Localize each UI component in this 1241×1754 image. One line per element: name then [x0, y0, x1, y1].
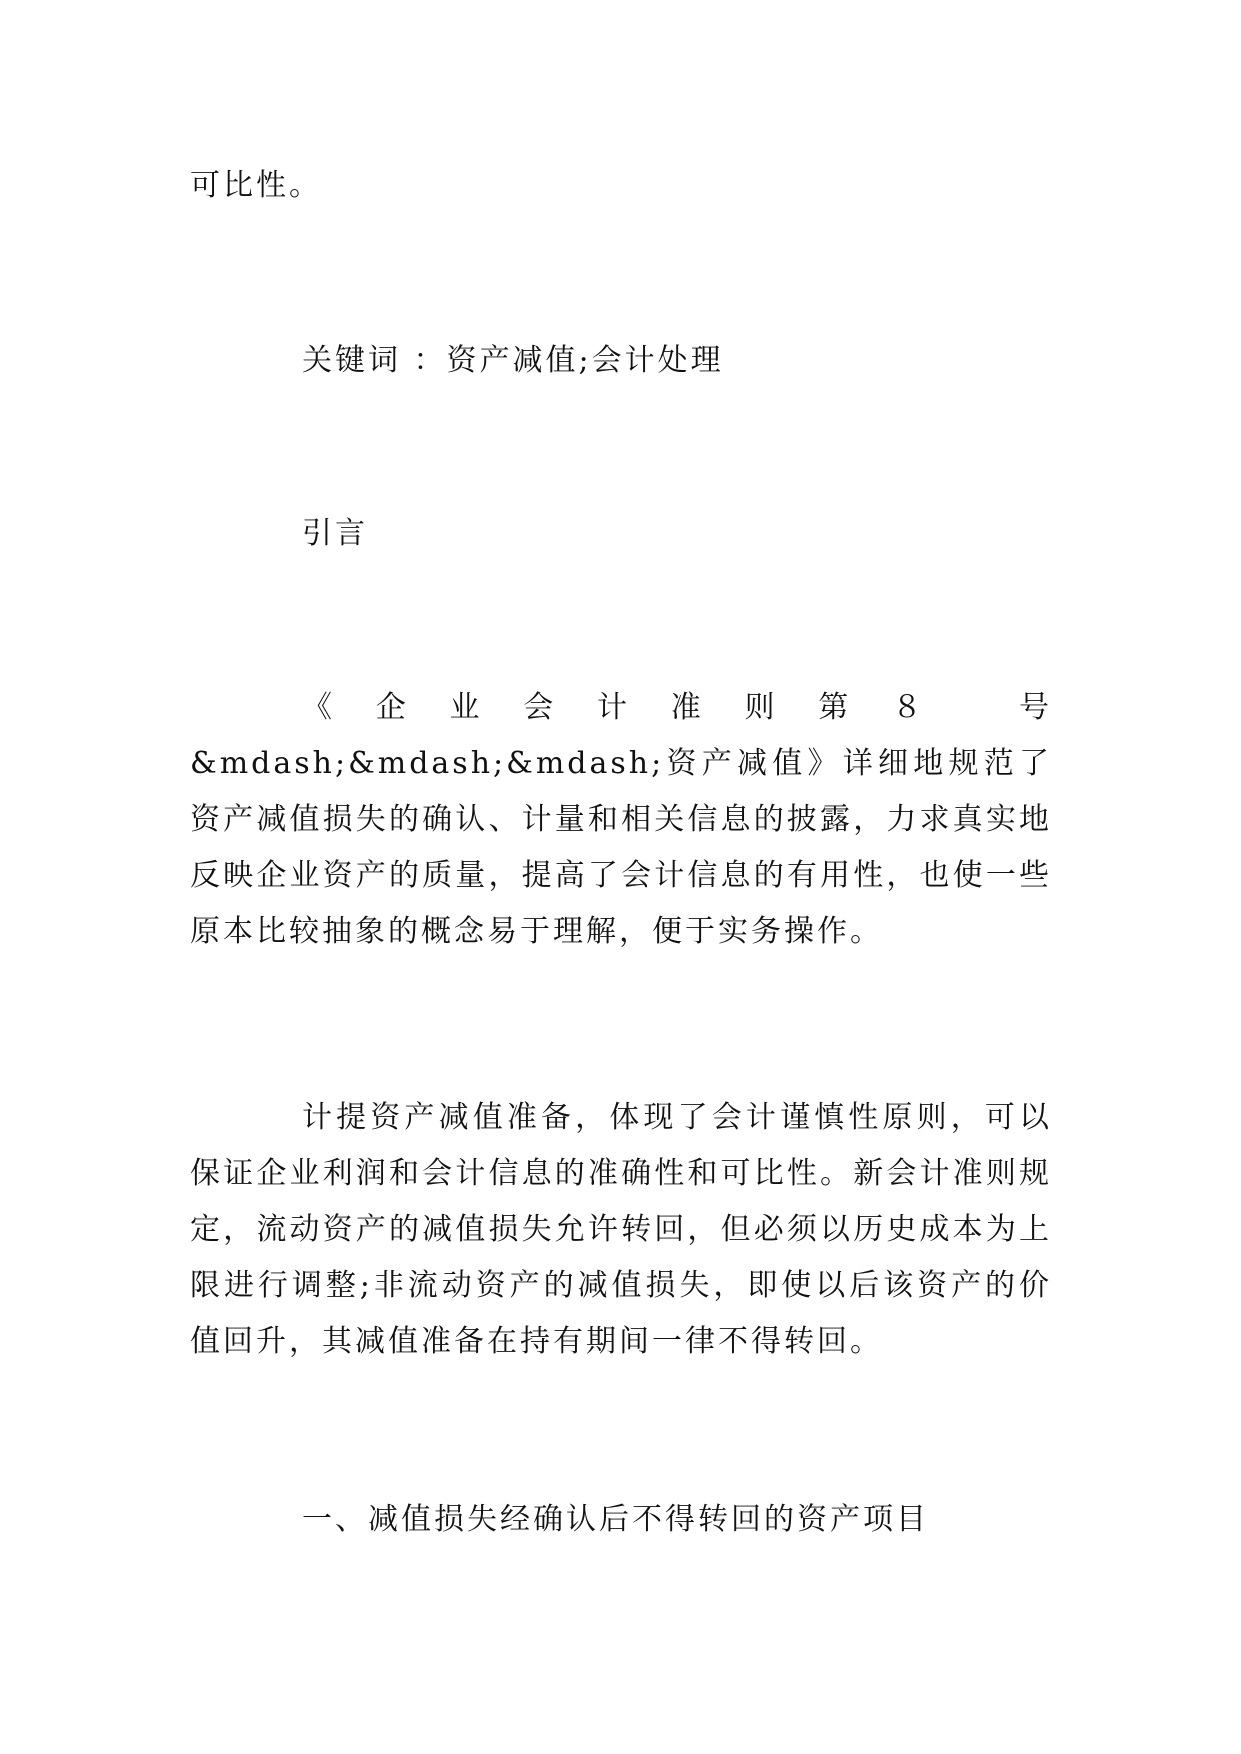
continuation-text: 可比性。 [190, 168, 322, 203]
paragraph-standard-no8: 《企业会计准则第８ 号&mdash;&mdash;&mdash;资产减值》详细地规范了资产减值损失的确认、计量和相关信息的披露，力求真实地反映企业资产的质量，提高了会计信息的有用性，也使一些原本比较抽象的概念易于理解，便于实务操作。 [190, 690, 1052, 949]
section-heading-1: 一、减值损失经确认后不得转回的资产项目 [302, 1502, 929, 1537]
keywords-line: 关键词 ：资产减值;会计处理 [302, 343, 724, 378]
intro-heading: 引言 [302, 516, 368, 551]
paragraph-impairment-provision: 计提资产减值准备，体现了会计谨慎性原则，可以保证企业利润和会计信息的准确性和可比性。新会计准则规定，流动资产的减值损失允许转回，但必须以历史成本为上限进行调整;非流动资产的减值损失，即使以后该资产的价值回升，其减值准备在持有期间一律不得转回。 [190, 1100, 1052, 1359]
